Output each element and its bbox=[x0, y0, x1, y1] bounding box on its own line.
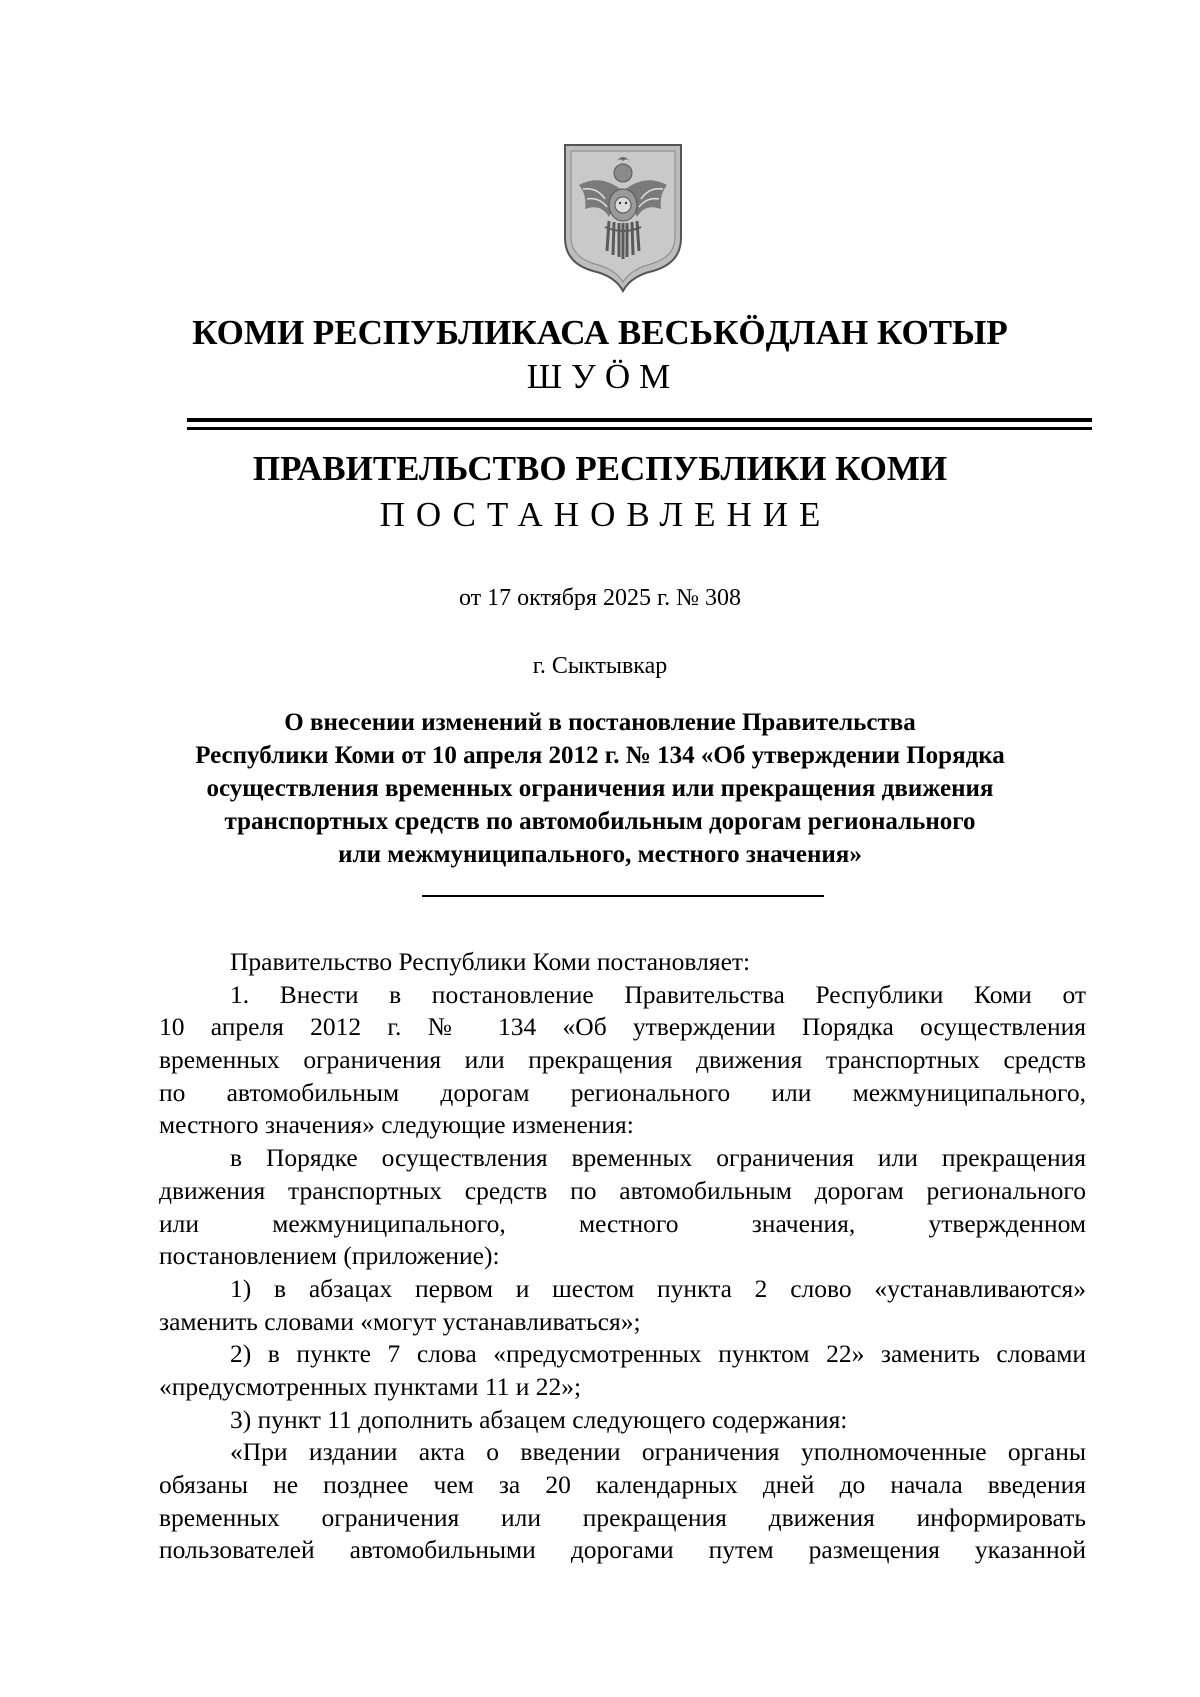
body-line: «При издании акта о введении ограничения уполномоченные органы bbox=[230, 1437, 1086, 1467]
subject-line: или межмуниципального, местного значения» bbox=[338, 841, 862, 868]
body-line: обязаны не позднее чем за 20 календарных дней до начала введения bbox=[159, 1470, 1086, 1499]
body-line: или межмуниципального, местного значения, утвержденном bbox=[159, 1208, 1086, 1238]
subject-line: осуществления временных ограничения или прекращения движения bbox=[206, 775, 994, 802]
body-line: 2) в пункте 7 слова «предусмотренных пунктом 22» заменить словами bbox=[230, 1339, 1086, 1369]
subject-line: Республики Коми от 10 апреля 2012 г. № 134 «Об утверждении Порядка bbox=[195, 742, 1005, 769]
komi-document-type: ШУӦМ bbox=[526, 357, 680, 396]
subject-underline bbox=[422, 895, 824, 897]
body-line: постановлением (приложение): bbox=[159, 1241, 500, 1271]
body-line: «предусмотренных пунктами 11 и 22»; bbox=[159, 1371, 582, 1401]
body-line: по автомобильным дорогам регионального или межмуниципального, bbox=[159, 1077, 1086, 1107]
body-line: временных ограничения или прекращения движения информировать bbox=[159, 1502, 1086, 1532]
komi-government-title: КОМИ РЕСПУБЛИКАСА ВЕСЬКӦДЛАН КОТЫР bbox=[192, 313, 1008, 352]
body-line: заменить словами «могут устанавливаться»; bbox=[159, 1306, 641, 1336]
document-city: г. Сыктывкар bbox=[532, 653, 668, 679]
subject-line: транспортных средств по автомобильным дорогам регионального bbox=[224, 808, 976, 835]
body-line: 10 апреля 2012 г. № 134 «Об утверждении Порядка осуществления bbox=[159, 1012, 1086, 1042]
document-type: ПОСТАНОВЛЕНИЕ bbox=[379, 495, 832, 534]
body-line: в Порядке осуществления временных ограничения или прекращения bbox=[230, 1143, 1086, 1173]
komi-coat-of-arms-icon bbox=[561, 143, 685, 293]
government-title: ПРАВИТЕЛЬСТВО РЕСПУБЛИКИ КОМИ bbox=[252, 449, 948, 488]
document-subject bbox=[150, 706, 1050, 871]
body-line: местного значения» следующие изменения: bbox=[159, 1110, 634, 1140]
body-line: 1) в абзацах первом и шестом пункта 2 слово «устанавливаются» bbox=[230, 1273, 1086, 1303]
document-date-number: от 17 октября 2025 г. № 308 bbox=[458, 585, 741, 611]
body-line: временных ограничения или прекращения движения транспортных средств bbox=[159, 1045, 1086, 1075]
body-line: пользователей автомобильными дорогами путем размещения указанной bbox=[159, 1535, 1086, 1565]
subject-line: О внесении изменений в постановление Правительства bbox=[284, 709, 916, 736]
body-line: 3) пункт 11 дополнить абзацем следующего содержания: bbox=[230, 1404, 848, 1434]
document-body bbox=[159, 946, 1086, 1567]
header-divider-thick bbox=[187, 418, 1092, 422]
header-divider-thin bbox=[187, 427, 1092, 430]
body-line: Правительство Республики Коми постановляет: bbox=[230, 947, 751, 976]
body-line: движения транспортных средств по автомобильным дорогам регионального bbox=[159, 1175, 1086, 1205]
body-line: 1. Внести в постановление Правительства Республики Коми от bbox=[230, 979, 1086, 1009]
